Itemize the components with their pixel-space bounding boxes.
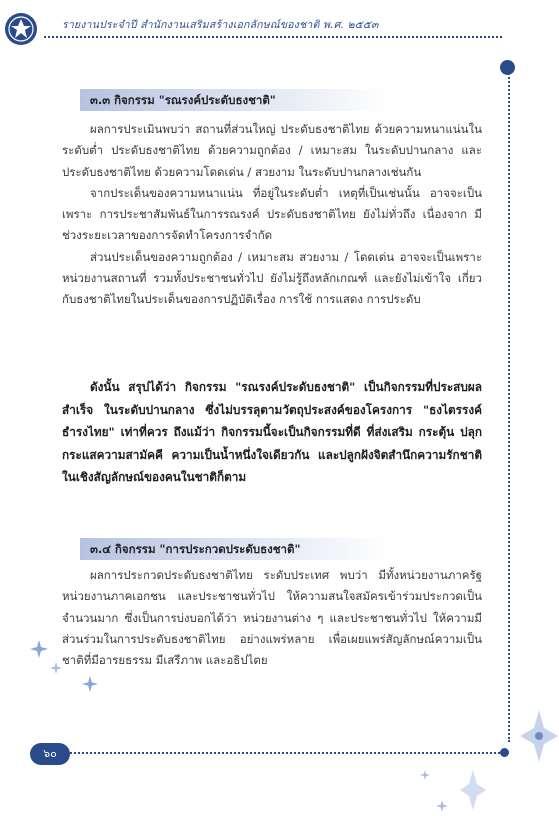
bottom-dotted-rule <box>62 752 504 754</box>
section-heading-3-4: ๓.๔ กิจกรรม "การประกวดประดับธงชาติ" <box>80 538 390 560</box>
paragraph: ผลการประเมินพบว่า สถานที่ส่วนใหญ่ ประดับธงชาติไทย ด้วยความหนาแน่นในระดับต่ำ ประดับธงชาติไทย ด้วยความถูกต้อง / เหมาะสม ในระดับปานกลาง และประดับธงชาติไทย ด้วยความโดดเด่น / สวยงาม ในระดับปานกลางเช่นกัน <box>62 122 482 179</box>
paragraph: ผลการประกวดประดับธงชาติไทย ระดับประเทศ พบว่า มีทั้งหน่วยงานภาครัฐ หน่วยงานภาคเอกชน และประชาชนทั่วไป ให้ความสนใจสมัครเข้าร่วมประกวดเป็นจำนวนมาก ซึ่งเป็นการบ่งบอกได้ว่า หน่วยงานต่าง ๆ และประชาชนทั่วไป ให้ความมีส่วนร่วมในการประดับธงชาติไทย อย่างแพร่หลาย เพื่อเผยแพร่สัญลักษณ์ความเป็นชาติที่มีอารยธรรม มีเสรีภาพ และอธิปไตย <box>62 568 482 668</box>
header-title: รายงานประจำปี สำนักงานเสริมสร้างเอกลักษณ์ของชาติ พ.ศ. ๒๕๕๓ <box>62 19 379 31</box>
decorative-star-icon <box>82 676 98 692</box>
right-dotted-rule <box>508 70 510 742</box>
decorative-star-icon <box>420 770 430 780</box>
decorative-star-icon <box>436 800 448 812</box>
section-3-4-body <box>62 565 482 671</box>
section-3-3-summary <box>62 376 482 489</box>
section-heading-3-3: ๓.๓ กิจกรรม "รณรงค์ประดับธงชาติ" <box>80 89 390 111</box>
decorative-flower-icon <box>460 770 486 810</box>
emblem-logo <box>4 12 38 46</box>
bottom-end-dot <box>500 748 509 757</box>
paragraph: ส่วนประเด็นของความถูกต้อง / เหมาะสม สวยงาม / โดดเด่น อาจจะเป็นเพราะ หน่วยงานสถานที่ รวมทั้งประชาชนทั่วไป ยังไม่รู้ถึงหลักเกณฑ์ และยังไม่เข้าใจ เกี่ยวกับธงชาติไทยในประเด็นของการปฏิบัติเรื่อง การใช้ การแสดง การประดับ <box>62 249 482 307</box>
section-3-3-body <box>62 119 482 311</box>
summary-paragraph: ดังนั้น สรุปได้ว่า กิจกรรม "รณรงค์ประดับธงชาติ" เป็นกิจกรรมที่ประสบผลสำเร็จ ในระดับปานกลาง ซึ่งไม่บรรลุตามวัตถุประสงค์ของโครงการ "ธงไตรรงค์ ธำรงไทย" เท่าที่ควร ถึงแม้ว่า กิจกรรมนี้จะเป็นกิจกรรมที่ดี ที่ส่งเสริม กระตุ้น ปลุกกระแสความสามัคคี ความเป็นน้ำหนึ่งใจเดียวกัน และปลูกฝังจิตสำนึกความรักชาติ ในเชิงสัญลักษณ์ของคนในชาติก็ตาม <box>62 380 482 485</box>
paragraph: จากประเด็นของความหนาแน่น ที่อยู่ในระดับต่ำ เหตุที่เป็นเช่นนั้น อาจจะเป็นเพราะ การประชาสัมพันธ์ในการรณรงค์ ประดับธงชาติไทย ยังไม่ทั่วถึง เนื่องจาก มีช่วงระยะเวลาของการจัดทำโครงการจำกัด <box>62 185 482 243</box>
page-number: ๖๐ <box>30 743 70 765</box>
decorative-star-icon <box>30 640 48 658</box>
decorative-flower-icon <box>520 710 558 762</box>
top-dotted-rule <box>44 36 502 38</box>
decorative-star-icon <box>50 662 62 674</box>
